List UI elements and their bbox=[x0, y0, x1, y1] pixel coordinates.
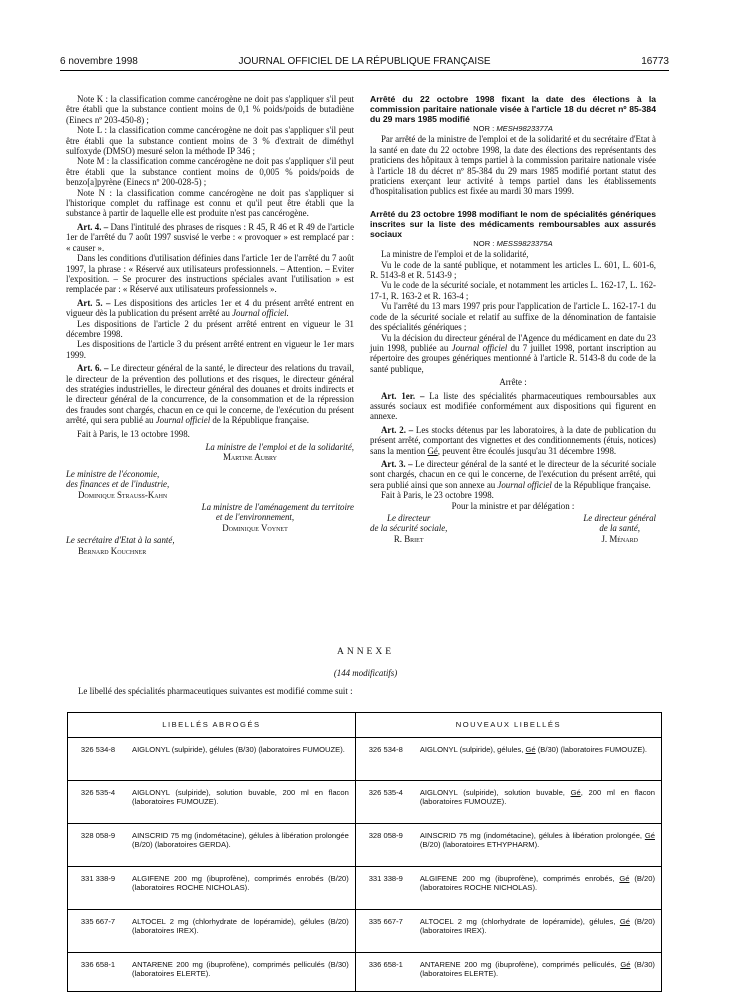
arrete-2-nor: NOR : MESS9823375A bbox=[473, 238, 553, 248]
arrete-1-body: Par arrêté de la ministre de l'emploi et de la solidarité et du secrétaire d'Etat à la santé en date du 22 octobre 1998, la date des élections des représentants des praticiens des hôpitaux à temps partiel à la commission paritaire nationale visée à l'article 18 du décret nº 85-384 du 29 mars 1985 modifié portant statut des praticiens exerçant leur activité à temps partiel dans les établissements d'hospitalisation publics est fixée au mardi 30 mars 1999. bbox=[370, 134, 656, 197]
signature-3-title-2: et de l'environnement, bbox=[215, 512, 295, 523]
arrete-2-article-1: Art. 1er. – La liste des spécialités pharmaceutiques remboursables aux assurés sociaux est modifiée conformément aux dispositions qui figurent en annexe. bbox=[370, 390, 656, 422]
old-code: 326 534-8 bbox=[68, 738, 132, 781]
header-date: 6 novembre 1998 bbox=[60, 56, 138, 67]
article-6: Art. 6. – Le directeur général de la santé, le directeur des relations du travail, le directeur de la prévention des pollutions et des risques, le directeur général des stratégies industrielles, le directeur général des douanes et droits indirects et le directeur général de la concurrence, de la consommation et de la répression des fraudes sont chargés, chacun en ce qui le concerne, de l'exécution du présent arrêté, qui sera publié au Journal officiel de la République française. bbox=[66, 363, 354, 426]
old-label: AIGLONYL (sulpiride), gélules (B/30) (laboratoires FUMOUZE). bbox=[131, 738, 355, 781]
table-row bbox=[68, 910, 662, 953]
note-m: Note M : la classification comme cancérogène ne doit pas s'appliquer s'il peut être établi que la substance contient moins de 0,005 % poids/poids de benzo[a]pyrène (Einecs nº 200-028-5) ; bbox=[66, 156, 354, 188]
signature-3-name: Dominique Voynet bbox=[222, 522, 288, 533]
new-code: 335 667-7 bbox=[355, 910, 419, 953]
header-rule bbox=[60, 70, 669, 71]
new-code: 331 338-9 bbox=[355, 867, 419, 910]
signature-1-name: Martine Aubry bbox=[222, 452, 277, 463]
arrete-2-vu-3: Vu l'arrêté du 13 mars 1997 pris pour l'application de l'article L. 162-17-1 du code de la sécurité sociale et relatif au suffixe de la dénomination de fantaisie des spécialités génériques ; bbox=[370, 301, 656, 333]
article-4: Art. 4. – Dans l'intitulé des phrases de risques : R 45, R 46 et R 49 de l'article 1er de l'arrêté du 7 août 1997 susvisé le verbe : « provoquer » est remplacé par : « causer ». bbox=[66, 221, 355, 253]
arrete-1-title: Arrêté du 22 octobre 1998 fixant la date des élections à la commission paritaire nationale visée à l'article 18 du décret nº 85-384 du 29 mars 1985 modifié bbox=[370, 94, 656, 124]
table-row bbox=[68, 781, 662, 824]
old-label: AIGLONYL (sulpiride), solution buvable, 200 ml en flacon (laboratoires FUMOUZE). bbox=[131, 781, 355, 824]
new-code: 326 534-8 bbox=[355, 738, 419, 781]
article-5-para-3: Les dispositions de l'article 3 du présent arrêté entrent en vigueur le 1er mars 1999. bbox=[66, 339, 354, 360]
old-code: 326 535-4 bbox=[68, 781, 132, 824]
left-column bbox=[66, 94, 354, 556]
column-header-abroges: LIBELLÉS ABROGÉS bbox=[68, 713, 356, 738]
page-header bbox=[60, 56, 669, 70]
right-column bbox=[370, 94, 656, 544]
arrete-2-vu-2: Vu le code de la sécurité sociale, et notamment les articles L. 162-17, L. 162-17-1, R. 163-2 et R. 163-4 ; bbox=[370, 280, 656, 301]
arrete-1-nor: NOR : MESH9823377A bbox=[473, 124, 553, 133]
new-code: 336 658-1 bbox=[355, 953, 419, 992]
article-5-para-2: Les dispositions de l'article 2 du présent arrêté entrent en vigueur le 31 décembre 1998. bbox=[66, 318, 354, 339]
old-code: 336 658-1 bbox=[68, 953, 132, 992]
signature-2-title-1: Le ministre de l'économie, bbox=[66, 468, 160, 479]
arrete-2-delegation: Pour la ministre et par délégation : bbox=[451, 500, 575, 511]
signature-sante: Le directeur général de la santé, J. Ménard bbox=[583, 513, 656, 544]
annexe-table-header bbox=[68, 713, 662, 738]
new-label: ALTOCEL 2 mg (chlorhydrate de lopéramide), gélules, Gé (B/20) (laboratoires IREX). bbox=[419, 910, 662, 953]
table-row bbox=[68, 953, 662, 992]
note-l: Note L : la classification comme cancérogène ne doit pas s'appliquer s'il peut être établi que la substance contient moins de 3 % d'extrait de diméthyl sulfoxyde (DMSO) mesuré selon la méthode IP 346 ; bbox=[66, 125, 354, 157]
arrete-2-article-3: Art. 3. – Le directeur général de la santé et le directeur de la sécurité sociale sont chargés, chacun en ce qui le concerne, de l'exécution du présent arrêté, qui sera publié ainsi que son annexe au Journal officiel de la République française. bbox=[370, 458, 657, 490]
article-4-para-2: Dans les conditions d'utilisation définies dans l'article 1er de l'arrêté du 7 août 1997, la phrase : « Réservé aux utilisateurs professionnels. – Attention. – Eviter l'exposition. – Se procurer des instructions spéciales avant l'utilisation » est remplacée par : « Réservé aux utilisateurs professionnels ». bbox=[66, 253, 354, 295]
arrete-2-title: Arrêté du 23 octobre 1998 modifiant le nom de spécialités génériques inscrites sur la liste des médicaments remboursables aux assurés sociaux bbox=[370, 208, 656, 239]
new-label: AINSCRID 75 mg (indométacine), gélules à libération prolongée, Gé (B/20) (laboratoires ETHYPHARM). bbox=[419, 824, 662, 867]
signature-3-title-1: La ministre de l'aménagement du territoire bbox=[201, 502, 354, 513]
old-code: 328 058-9 bbox=[68, 824, 132, 867]
arrete-2-signatures bbox=[370, 513, 656, 544]
article-5: Art. 5. – Les dispositions des articles 1er et 4 du présent arrêté entrent en vigueur dès la publication du présent arrêté au Journal officiel. bbox=[66, 297, 354, 319]
old-code: 335 667-7 bbox=[68, 910, 132, 953]
signature-4-title: Le secrétaire d'Etat à la santé, bbox=[66, 535, 175, 546]
arrete-2-vu-4: Vu la décision du directeur général de l'Agence du médicament en date du 23 juin 1998, publiée au Journal officiel du 7 juillet 1998, portant inscription au répertoire des groupes génériques mentionné à l'article R. 5143-8 du code de la santé publique, bbox=[370, 332, 657, 374]
table-row bbox=[68, 867, 662, 910]
arrete-2-done: Fait à Paris, le 23 octobre 1998. bbox=[381, 490, 494, 501]
done-at-paris: Fait à Paris, le 13 octobre 1998. bbox=[77, 428, 190, 439]
annexe-intro: Le libellé des spécialités pharmaceutiques suivantes est modifié comme suit : bbox=[78, 686, 353, 696]
old-label: AINSCRID 75 mg (indométacine), gélules à libération prolongée (B/20) (laboratoires GERDA). bbox=[131, 824, 355, 867]
header-page-number: 16773 bbox=[641, 56, 669, 67]
old-label: ALTOCEL 2 mg (chlorhydrate de lopéramide), gélules (B/20) (laboratoires IREX). bbox=[131, 910, 355, 953]
note-k: Note K : la classification comme cancérogène ne doit pas s'appliquer s'il peut être établi que la substance contient moins de 0,1 % poids/poids de butadiène (Einecs nº 203-450-8) ; bbox=[66, 94, 354, 125]
new-label: AIGLONYL (sulpiride), gélules, Gé (B/30) (laboratoires FUMOUZE). bbox=[419, 738, 662, 781]
old-label: ANTARENE 200 mg (ibuprofène), comprimés pelliculés (B/30) (laboratoires ELERTE). bbox=[131, 953, 355, 992]
annexe-table bbox=[67, 712, 662, 992]
note-n: Note N : la classification comme cancérogène ne doit pas s'appliquer si l'historique complet du raffinage est connu et qu'il peut être établi que la substance à partir de laquelle elle est produite n'est pas cancérogène. bbox=[66, 187, 354, 219]
signature-4-name: Bernard Kouchner bbox=[78, 545, 147, 556]
column-header-nouveaux: NOUVEAUX LIBELLÉS bbox=[355, 713, 661, 738]
annexe-subtitle: (144 modificatifs) bbox=[333, 668, 398, 678]
signature-2-name: Dominique Strauss-Kahn bbox=[78, 489, 168, 500]
signature-2-title-2: des finances et de l'industrie, bbox=[66, 479, 170, 490]
arrete-2-article-2: Art. 2. – Les stocks détenus par les laboratoires, à la date de publication du présent arrêté, comportant des vignettes et des conditionnements (étuis, notices) sans la mention Gé, peuvent être écoulés jusqu'au 31 décembre 1998. bbox=[370, 424, 656, 456]
new-label: AIGLONYL (sulpiride), solution buvable, Gé, 200 ml en flacon (laboratoires FUMOUZE). bbox=[419, 781, 662, 824]
new-code: 328 058-9 bbox=[355, 824, 419, 867]
new-label: ALGIFENE 200 mg (ibuprofène), comprimés enrobés, Gé (B/20) (laboratoires ROCHE NICHOLAS). bbox=[419, 867, 662, 910]
new-label: ANTARENE 200 mg (ibuprofène), comprimés pelliculés, Gé (B/30) (laboratoires ELERTE). bbox=[419, 953, 662, 992]
signature-1-title: La ministre de l'emploi et de la solidarité, bbox=[205, 442, 354, 452]
new-code: 326 535-4 bbox=[355, 781, 419, 824]
table-row bbox=[68, 738, 662, 781]
arrete-2-vu-1: Vu le code de la santé publique, et notamment les articles L. 601, L. 601-6, R. 5143-8 et R. 5143-9 ; bbox=[370, 259, 656, 281]
signature-securite-sociale: Le directeur de la sécurité sociale, R. Briet bbox=[370, 513, 448, 544]
arrete-2-arrete: Arrête : bbox=[499, 377, 527, 388]
annexe-title: ANNEXE bbox=[336, 647, 395, 657]
old-label: ALGIFENE 200 mg (ibuprofène), comprimés enrobés (B/20) (laboratoires ROCHE NICHOLAS). bbox=[131, 867, 355, 910]
header-journal-title: JOURNAL OFFICIEL DE LA RÉPUBLIQUE FRANÇAISE bbox=[238, 56, 491, 67]
old-code: 331 338-9 bbox=[68, 867, 132, 910]
arrete-2-minister: La ministre de l'emploi et de la solidarité, bbox=[381, 249, 529, 260]
table-row bbox=[68, 824, 662, 867]
